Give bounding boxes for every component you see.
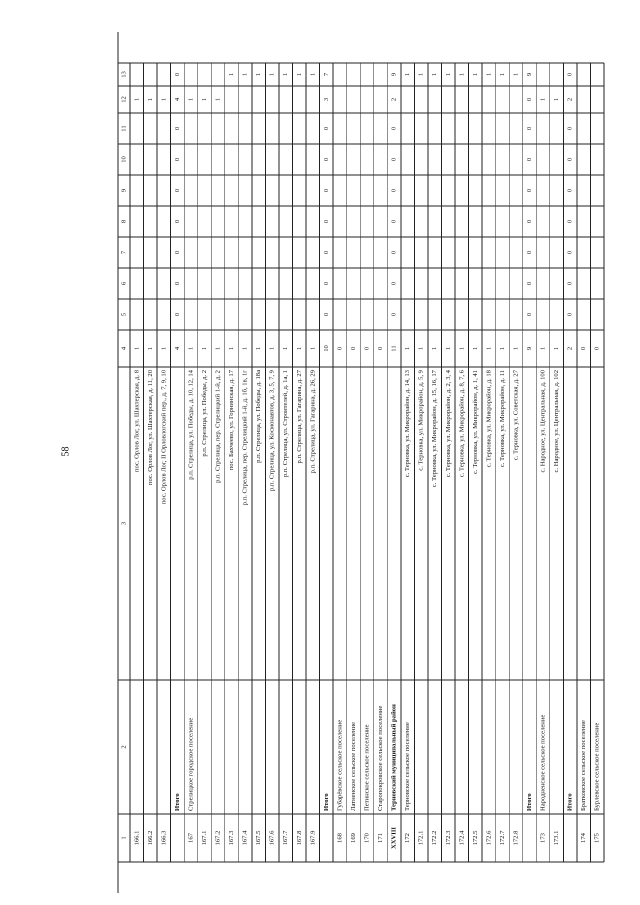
table-cell: Губарёвское сельское поселение xyxy=(336,719,344,811)
table-cell: р.п. Стрелица, ул. Гагарина, д. 26, 29 xyxy=(309,370,317,474)
table-cell: пос. Орлов Лог, ул. Шахтерская, д. 8 xyxy=(133,370,141,473)
table-cell: 0 xyxy=(349,346,357,351)
table-cell: 1 xyxy=(471,72,479,77)
table-cell: 167.5 xyxy=(255,830,263,846)
table-cell: 0 xyxy=(526,157,534,162)
table-cell: 1 xyxy=(228,72,236,77)
table-cell: с. Терновка, ул. Микрорайон, д. 1, 41 xyxy=(471,370,479,475)
header-cell-6: 6 xyxy=(120,281,128,286)
table-cell: 0 xyxy=(390,312,398,317)
table-cell: XXVIII xyxy=(390,827,398,849)
table-cell: 172.6 xyxy=(485,830,493,846)
table-cell: 0 xyxy=(526,219,534,224)
table-cell: 0 xyxy=(390,250,398,255)
table-cell: 1 xyxy=(444,346,452,351)
table-cell: 0 xyxy=(173,250,181,255)
table-cell: 1 xyxy=(146,346,154,351)
table-cell: 170 xyxy=(363,833,371,843)
table-cell: 0 xyxy=(322,126,330,131)
table-cell: 166.3 xyxy=(160,830,168,846)
table-cell: р.п. Стрелица, ул. Космонавтов, д. 3, 5, 7, 9 xyxy=(268,370,276,491)
table-cell: 1 xyxy=(458,346,466,351)
table-cell: 0 xyxy=(526,312,534,317)
table-cell: 0 xyxy=(173,188,181,193)
table-cell: Старопокровское сельское поселение xyxy=(377,705,385,811)
table-cell: 1 xyxy=(200,97,208,102)
table-cell: с. Терновка, ул. Микрорайон, д. 2, 3, 4 xyxy=(444,370,452,478)
table-cell: 0 xyxy=(336,346,344,351)
table-cell: 1 xyxy=(160,97,168,102)
table-cell: 0 xyxy=(322,312,330,317)
table-cell: 1 xyxy=(417,346,425,351)
table-cell: р.п. Стрелица, ул. Победы, д. 10, 12, 14 xyxy=(187,370,195,480)
table-cell: 169 xyxy=(349,833,357,843)
table-cell: 1 xyxy=(471,346,479,351)
table-cell: 1 xyxy=(553,346,561,351)
table-cell: с. Терновка, ул. Микрорайон, д. 15, 16, 17 xyxy=(431,370,439,488)
table-cell: 1 xyxy=(241,72,249,77)
table-cell: р.п. Стрелица, пер. Стрелицкий 1-й, д. 2 xyxy=(214,370,222,483)
table-cell: 1 xyxy=(214,97,222,102)
table-cell: 0 xyxy=(173,312,181,317)
table-cell: р.п. Стрелица, пер. Стрелицкий 1-й, д. 1б, 1в, 1г xyxy=(241,370,249,506)
table-cell: 0 xyxy=(566,281,574,286)
table-cell: 0 xyxy=(390,157,398,162)
table-cell: 0 xyxy=(173,281,181,286)
table-cell: 0 xyxy=(377,346,385,351)
table-cell: 1 xyxy=(498,72,506,77)
table-cell: 1 xyxy=(539,97,547,102)
table-cell: 0 xyxy=(526,250,534,255)
table-cell: 0 xyxy=(593,346,601,351)
table-cell: 0 xyxy=(173,157,181,162)
table-cell: 0 xyxy=(566,126,574,131)
header-cell-3: 3 xyxy=(120,521,128,526)
table-cell: Терновское сельское поселение xyxy=(404,722,412,811)
table-cell: 0 xyxy=(322,281,330,286)
table-cell: 172.1 xyxy=(417,830,425,846)
table-cell: 172.7 xyxy=(498,830,506,846)
table-cell: 167.9 xyxy=(309,830,317,846)
table-cell: 0 xyxy=(322,188,330,193)
table-cell: с. Народное, ул. Центральная, д. 102 xyxy=(553,370,561,473)
table-cell: 1 xyxy=(133,97,141,102)
table-cell: 9 xyxy=(390,72,398,77)
header-cell-1: 1 xyxy=(120,836,128,840)
table-cell: 11 xyxy=(390,345,398,352)
table-cell: 1 xyxy=(431,346,439,351)
table-cell: 172.3 xyxy=(444,830,452,846)
table-cell: 10 xyxy=(322,345,330,352)
table-cell: 172 xyxy=(404,833,412,843)
header-cell-7: 7 xyxy=(120,250,128,255)
table-cell: пос. Бахчеево, ул. Горнинская, д. 17 xyxy=(228,370,236,471)
header-cell-12: 12 xyxy=(120,96,128,103)
table-cell: 172.5 xyxy=(471,830,479,846)
table-cell: 0 xyxy=(580,346,588,351)
table-cell: 0 xyxy=(566,72,574,77)
table-cell: с. Терновка, ул. Микрорайон, д. 18 xyxy=(485,370,493,468)
table-cell: 0 xyxy=(322,157,330,162)
table-cell: 1 xyxy=(160,346,168,351)
table-cell: 1 xyxy=(268,346,276,351)
table-cell: р.п. Стрелица, ул. Победы, д. 18а xyxy=(255,370,263,463)
table-cell: 167.2 xyxy=(214,830,222,846)
table-cell: Латненское сельское поселение xyxy=(349,722,357,811)
table-cell: 1 xyxy=(512,72,520,77)
table-cell: с. Терновка, ул. Микрорайон, д. 14, 13 xyxy=(404,369,412,478)
table-cell: 0 xyxy=(526,126,534,131)
table-cell: 167.6 xyxy=(268,830,276,846)
table-cell: 0 xyxy=(526,281,534,286)
header-cell-10: 10 xyxy=(120,156,128,163)
table-cell: 166.1 xyxy=(133,830,141,846)
table-cell: 4 xyxy=(173,346,181,351)
table-cell: 0 xyxy=(390,281,398,286)
table-cell: с. Терновка, ул. Микрорайон, д. 5, 9 xyxy=(417,369,425,471)
table-cell: 1 xyxy=(431,72,439,77)
table-cell: 167.7 xyxy=(282,830,290,846)
header-cell-13: 13 xyxy=(120,71,128,78)
table-cell: 1 xyxy=(485,346,493,351)
table-cell: 0 xyxy=(390,126,398,131)
table-cell: 2 xyxy=(390,97,398,102)
table-cell: 1 xyxy=(268,72,276,77)
table-cell: с. Терновка, ул. Микрорайон, д. 11 xyxy=(498,370,506,468)
table-cell: 167.4 xyxy=(241,830,249,846)
table-cell: 1 xyxy=(404,346,412,351)
table-cell: 1 xyxy=(444,72,452,77)
table-cell: 0 xyxy=(526,188,534,193)
table-cell: 1 xyxy=(187,346,195,351)
table-cell: 7 xyxy=(322,72,330,77)
table-cell: 1 xyxy=(295,346,303,351)
table-cell: Бурлевское сельское поселение xyxy=(593,722,601,811)
table-cell: 1 xyxy=(512,346,520,351)
table-cell: 0 xyxy=(322,219,330,224)
header-cell-11: 11 xyxy=(120,125,128,132)
table-cell: 0 xyxy=(390,188,398,193)
table-cell: 167 xyxy=(187,833,195,843)
table-cell: 1 xyxy=(146,97,154,102)
table-cell: 172.2 xyxy=(431,830,439,846)
table-cell: 1 xyxy=(214,346,222,351)
table-cell: Народненское сельское поселение xyxy=(539,714,547,811)
table-cell: 168 xyxy=(336,833,344,843)
header-cell-5: 5 xyxy=(120,312,128,317)
table-cell: 9 xyxy=(526,346,534,351)
table-cell: 1 xyxy=(485,72,493,77)
table-cell: 1 xyxy=(255,72,263,77)
table-cell: Братковское сельское поселение xyxy=(580,720,588,811)
header-cell-4: 4 xyxy=(120,346,128,351)
table-cell: 2 xyxy=(566,97,574,102)
table-cell: 0 xyxy=(566,250,574,255)
table-cell: 167.8 xyxy=(295,830,303,846)
table-cell: пос. Орлов Лог, ул. Шахтерская, д. 11, 20 xyxy=(146,370,154,485)
table-cell: 173.1 xyxy=(553,830,561,846)
table-cell: 1 xyxy=(309,346,317,351)
table-cell: 175 xyxy=(593,833,601,843)
table-cell: 173 xyxy=(539,833,547,843)
table-cell: 0 xyxy=(173,72,181,77)
table-cell: 9 xyxy=(526,72,534,77)
table-cell: 1 xyxy=(255,346,263,351)
table-cell: с. Терновка, ул. Микрорайон, д. 8, 7, 6 xyxy=(458,370,466,478)
table-cell: 1 xyxy=(404,72,412,77)
table-cell: Итого xyxy=(322,793,330,811)
table-cell: 0 xyxy=(566,157,574,162)
table-cell: 1 xyxy=(241,346,249,351)
header-cell-8: 8 xyxy=(120,219,128,224)
table-cell: Итого xyxy=(173,793,181,811)
table-cell: 0 xyxy=(566,219,574,224)
table-cell: Итого xyxy=(566,793,574,811)
table-cell: 1 xyxy=(228,346,236,351)
table-cell: 0 xyxy=(363,346,371,351)
table-cell: 1 xyxy=(282,72,290,77)
table-cell: Терновский муниципальный район xyxy=(390,704,398,811)
table-cell: 171 xyxy=(377,833,385,843)
table-cell: 1 xyxy=(309,72,317,77)
table-cell: 1 xyxy=(553,97,561,102)
table-cell: 1 xyxy=(458,72,466,77)
table-cell: 172.4 xyxy=(458,830,466,846)
table-cell: 4 xyxy=(173,97,181,102)
table-cell: 1 xyxy=(417,72,425,77)
table-cell: р.п. Стрелица, ул. Строителей, д. 1а, 1 xyxy=(282,370,290,478)
table-cell: 0 xyxy=(526,97,534,102)
table-cell: 167.3 xyxy=(228,830,236,846)
page-number: 58 xyxy=(60,446,72,457)
table-cell: 3 xyxy=(322,97,330,102)
table-cell: 1 xyxy=(133,346,141,351)
table-cell: 1 xyxy=(187,97,195,102)
table-cell: с. Терновка, ул. Советская, д. 27 xyxy=(512,370,520,461)
table-cell: Петинское сельское поселение xyxy=(363,724,371,811)
table-cell: Итого xyxy=(526,793,534,811)
header-cell-2: 2 xyxy=(120,745,128,749)
table-cell: 166.2 xyxy=(146,830,154,846)
table-cell: 174 xyxy=(580,833,588,843)
table-cell: Стрелицкое городское поселение xyxy=(187,717,195,811)
table-cell: 0 xyxy=(566,188,574,193)
table-cell: 0 xyxy=(173,219,181,224)
table-cell: 0 xyxy=(322,250,330,255)
table-cell: 0 xyxy=(390,219,398,224)
table-cell: 0 xyxy=(566,312,574,317)
table-cell: 1 xyxy=(498,346,506,351)
table-cell: пос. Орлов Лог, II Орловлогский пер., д. 7, 9, 10 xyxy=(160,370,168,505)
header-cell-9: 9 xyxy=(120,188,128,193)
table-cell: 1 xyxy=(200,346,208,351)
table-cell: 2 xyxy=(566,346,574,351)
table-cell: 1 xyxy=(295,72,303,77)
table-cell: р.п. Стрелица, ул. Гагарина, д. 27 xyxy=(295,370,303,464)
table-cell: 167.1 xyxy=(200,830,208,846)
table-cell: р.п. Стрелица, ул. Победы, д. 2 xyxy=(200,370,208,457)
table-cell: с. Народное, ул. Центральная, д. 100 xyxy=(539,370,547,473)
table-cell: 172.8 xyxy=(512,830,520,846)
table-cell: 1 xyxy=(539,346,547,351)
table-cell: 0 xyxy=(173,126,181,131)
table-cell: 1 xyxy=(282,346,290,351)
